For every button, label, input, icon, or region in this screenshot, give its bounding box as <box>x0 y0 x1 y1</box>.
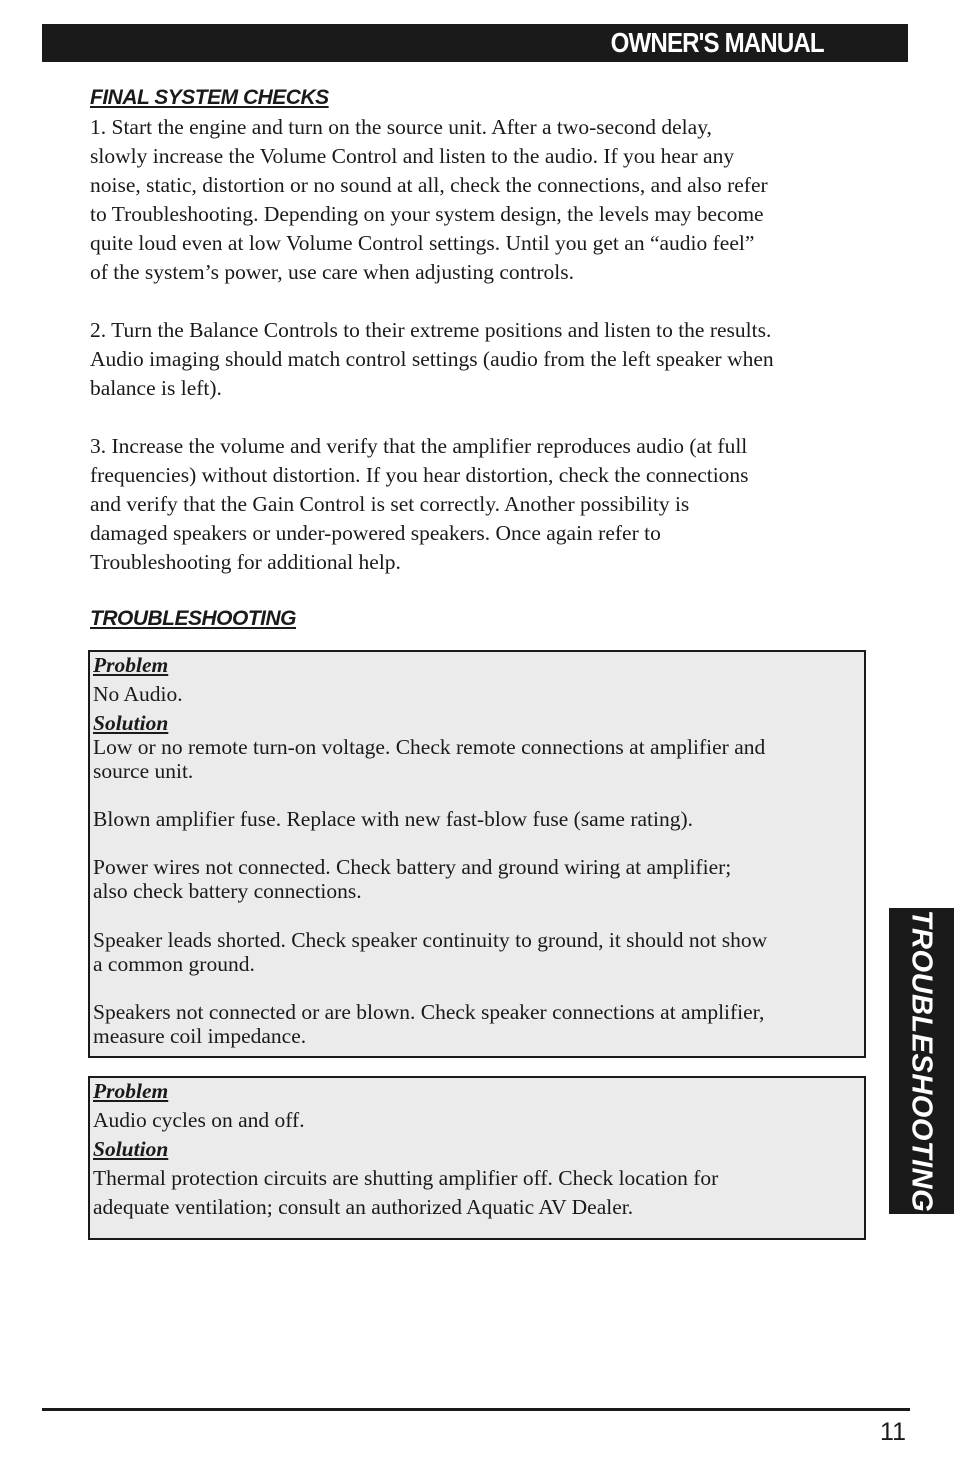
footer-rule <box>42 1408 910 1411</box>
final-checks-step-3 <box>90 432 880 577</box>
solution-item <box>93 1000 865 1048</box>
text-line: to Troubleshooting. Depending on your system design, the levels may become <box>90 202 764 226</box>
text-line: and verify that the Gain Control is set correctly. Another possibility is <box>90 492 690 516</box>
text-line: a common ground. <box>93 952 255 976</box>
final-checks-heading: FINAL SYSTEM CHECKS <box>90 86 329 109</box>
text-line: quite loud even at low Volume Control settings. Until you get an “audio feel” <box>90 231 755 255</box>
text-line: Troubleshooting for additional help. <box>90 550 401 574</box>
side-tab-label: TROUBLESHOOTING <box>905 909 938 1213</box>
text-line: Thermal protection circuits are shutting amplifier off. Check location for <box>93 1166 719 1190</box>
solution-item <box>93 735 865 783</box>
problem-text: No Audio. <box>93 682 183 706</box>
text-line: Low or no remote turn-on voltage. Check remote connections at amplifier and <box>93 735 766 759</box>
text-line: 3. Increase the volume and verify that the amplifier reproduces audio (at full <box>90 434 748 458</box>
text-line: also check battery connections. <box>93 879 362 903</box>
page-number: 11 <box>880 1418 906 1446</box>
text-line: Speakers not connected or are blown. Check speaker connections at amplifier, <box>93 1000 765 1024</box>
solution-label: Solution <box>93 1137 169 1161</box>
header-bar <box>42 24 908 62</box>
text-line: frequencies) without distortion. If you hear distortion, check the connections <box>90 463 749 487</box>
troubleshooting-box-audio-cycles <box>88 1076 866 1240</box>
text-line: of the system’s power, use care when adjusting controls. <box>90 260 574 284</box>
troubleshooting-heading: TROUBLESHOOTING <box>90 607 296 630</box>
final-checks-step-1 <box>90 113 880 287</box>
problem-label: Problem <box>93 653 169 677</box>
text-line: noise, static, distortion or no sound at all, check the connections, and also refer <box>90 173 768 197</box>
troubleshooting-side-tab <box>889 908 954 1214</box>
text-line: Blown amplifier fuse. Replace with new fast-blow fuse (same rating). <box>93 807 694 831</box>
solution-item <box>93 928 865 976</box>
solution-item <box>93 807 865 831</box>
problem-text: Audio cycles on and off. <box>93 1108 305 1132</box>
final-checks-step-2 <box>90 316 880 403</box>
text-line: balance is left). <box>90 376 222 400</box>
troubleshooting-box-no-audio <box>88 650 866 1058</box>
text-line: measure coil impedance. <box>93 1024 307 1048</box>
text-line: 2. Turn the Balance Controls to their extreme positions and listen to the results. <box>90 318 772 342</box>
text-line: slowly increase the Volume Control and listen to the audio. If you hear any <box>90 144 735 168</box>
solution-label: Solution <box>93 711 169 735</box>
solution-item <box>93 855 865 903</box>
text-line: Power wires not connected. Check battery and ground wiring at amplifier; <box>93 855 732 879</box>
text-line: adequate ventilation; consult an authorized Aquatic AV Dealer. <box>93 1195 634 1219</box>
text-line: source unit. <box>93 759 194 783</box>
problem-label: Problem <box>93 1079 169 1103</box>
manual-title: OWNER'S MANUAL <box>610 27 824 58</box>
text-line: damaged speakers or under-powered speakers. Once again refer to <box>90 521 661 545</box>
text-line: 1. Start the engine and turn on the source unit. After a two-second delay, <box>90 115 712 139</box>
text-line: Audio imaging should match control settings (audio from the left speaker when <box>90 347 774 371</box>
solution-item <box>93 1164 865 1222</box>
text-line: Speaker leads shorted. Check speaker continuity to ground, it should not show <box>93 928 768 952</box>
